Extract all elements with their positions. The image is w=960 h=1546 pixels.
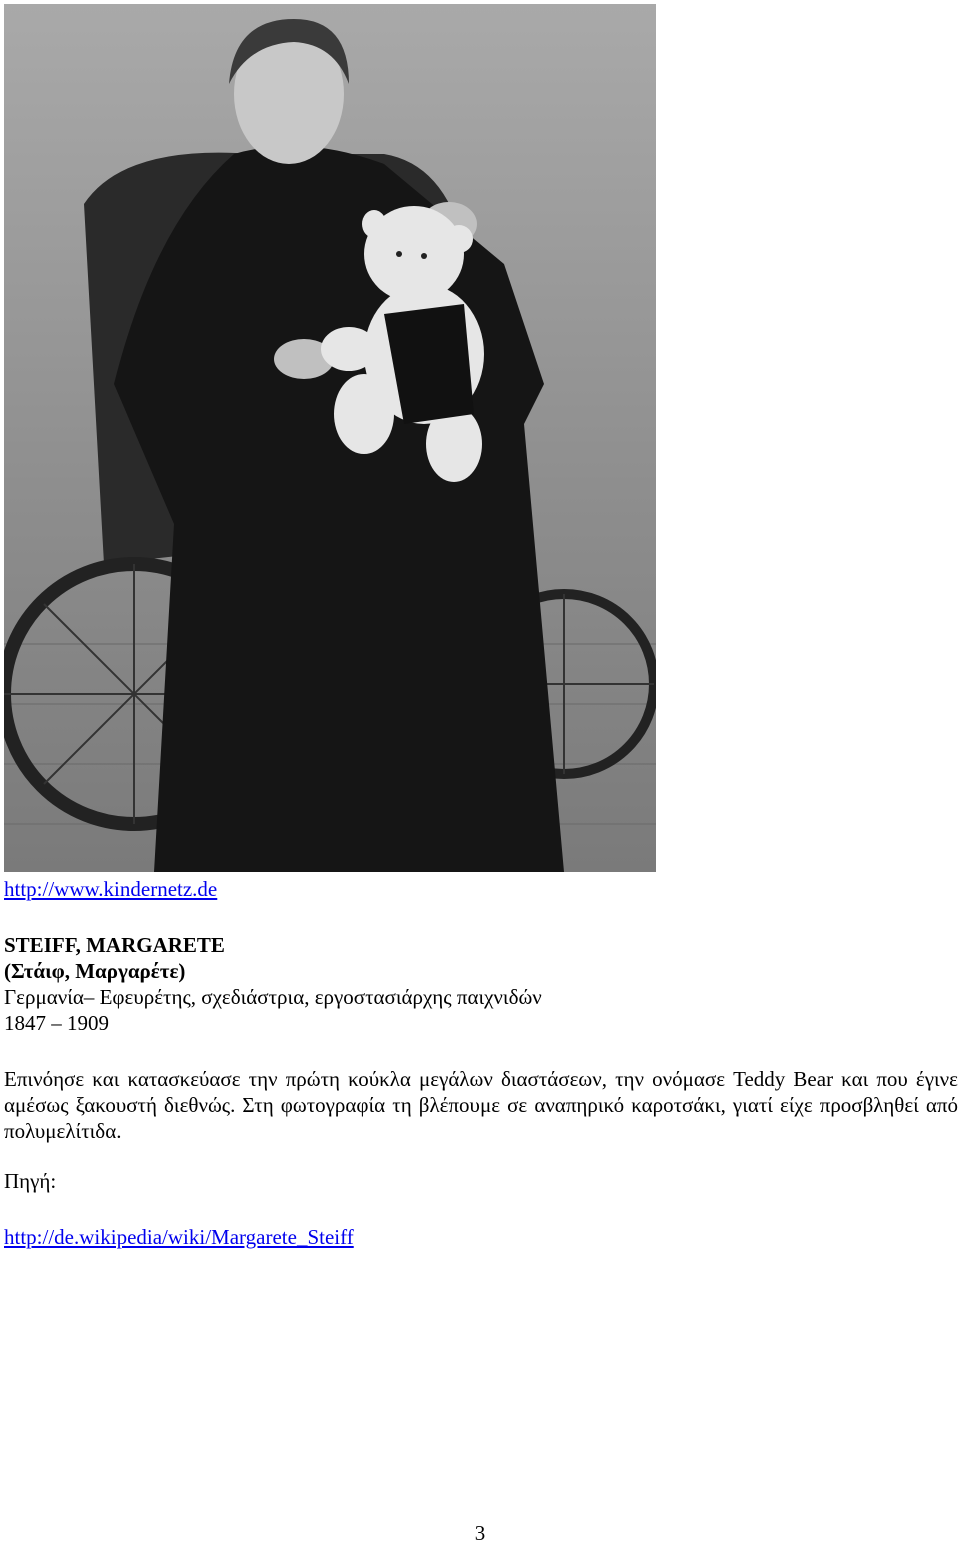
entry-dates: 1847 – 1909 [4,1011,109,1035]
entry-description: Γερμανία– Εφευρέτης, σχεδιάστρια, εργοστασιάρχης παιχνιδών [4,985,542,1009]
source-label: Πηγή: [4,1169,57,1193]
portrait-photo [4,4,656,872]
page-number: 3 [474,1521,486,1545]
photo-credit-link[interactable]: http://www.kindernetz.de [4,877,218,901]
entry-body: Επινόησε και κατασκεύασε την πρώτη κούκλα μεγάλων διαστάσεων, την ονόμασε Teddy Bear και που έγινε αμέσως ξακουστή διεθνώς. Στη φωτογραφία τη βλέπουμε σε αναπηρικό καροτσάκι, γιατί είχε προσβληθεί από πολυμελίτιδα. [4,1067,958,1143]
portrait-illustration [4,4,656,872]
entry-name-greek: (Στάιφ, Μαργαρέτε) [4,959,186,983]
entry-name: STEIFF, MARGARETE [4,933,225,957]
source-link[interactable]: http://de.wikipedia/wiki/Margarete_Steiff [4,1225,354,1249]
